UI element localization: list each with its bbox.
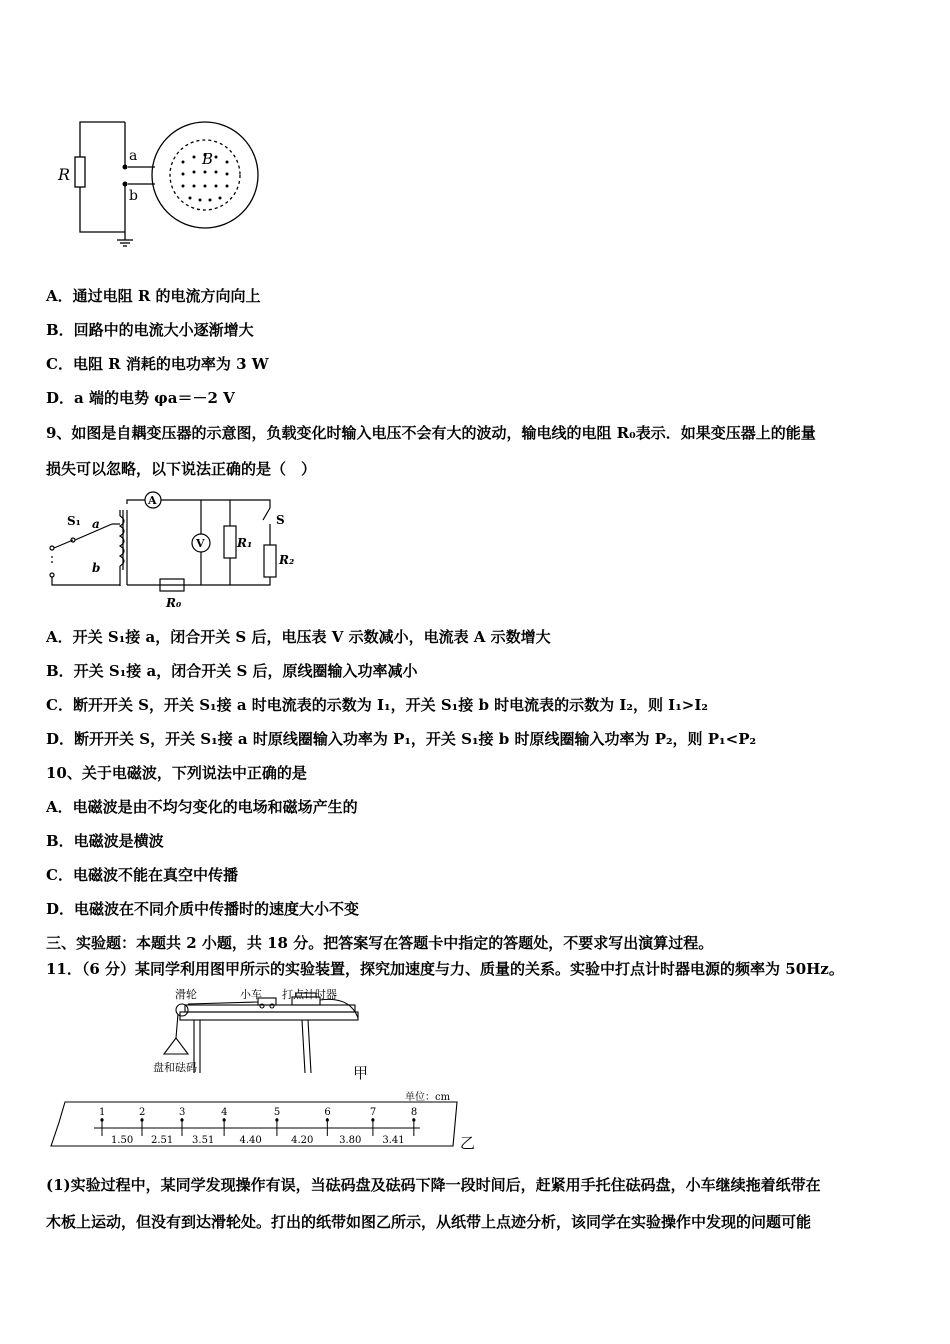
tape-point-label: 7 (369, 1107, 377, 1118)
q8-circuit-figure (50, 112, 270, 247)
q9-label-V: V (196, 537, 205, 550)
q11-caption-jia: 甲 (353, 1064, 369, 1080)
tape-point-dot (180, 1118, 183, 1121)
q10-option-d: D．电磁波在不同介质中传播时的速度大小不变 (46, 900, 360, 918)
q10-option-a: A．电磁波是由不均匀变化的电场和磁场产生的 (46, 798, 358, 816)
q8-option-b: B．回路中的电流大小逐渐增大 (46, 321, 254, 339)
q9-stem-line2: 损失可以忽略，以下说法正确的是（ ） (46, 460, 317, 478)
q9-option-a: A．开关 S₁接 a，闭合开关 S 后，电压表 V 示数减小，电流表 A 示数增大 (46, 628, 551, 646)
q11-tape-unit: 单位：cm (405, 1092, 451, 1103)
q11-paper-tape-figure (45, 1090, 505, 1155)
tape-gap-label: 3.51 (192, 1135, 215, 1146)
q9-label-b: b (92, 561, 101, 575)
q11-label-timer: 打点计时器 (282, 988, 337, 1001)
q8-option-a: A．通过电阻 R 的电流方向向上 (46, 287, 261, 305)
q10-option-c: C．电磁波不能在真空中传播 (46, 866, 238, 884)
q9-label-R1: R₁ (237, 536, 253, 550)
tape-gap-label: 1.50 (111, 1135, 134, 1146)
q9-option-d: D．断开开关 S，开关 S₁接 a 时原线圈输入功率为 P₁，开关 S₁接 b 时原线圈输入功率为 P₂，则 P₁<P₂ (46, 730, 757, 748)
q9-label-S: S (276, 513, 285, 527)
q8-label-b: b (129, 188, 138, 204)
q9-label-A: A (148, 494, 157, 507)
tape-point-dot (275, 1118, 278, 1121)
q11-label-cart: 小车 (240, 988, 262, 1001)
tape-point-dot (371, 1118, 374, 1121)
tape-gap-label: 4.20 (291, 1135, 314, 1146)
tape-point-label: 2 (139, 1107, 146, 1118)
tape-gap-label: 3.41 (382, 1135, 405, 1146)
q11-apparatus-figure (140, 988, 380, 1080)
q11-label-pulley: 滑轮 (175, 988, 197, 1001)
tape-point-label: 6 (324, 1107, 331, 1118)
q8-option-c: C．电阻 R 消耗的电功率为 3 W (46, 355, 269, 373)
q11-tape-marks (94, 1107, 420, 1146)
q8-option-d: D．a 端的电势 φa＝－2 V (46, 389, 235, 407)
q9-stem-line1: 9、如图是自耦变压器的示意图，负载变化时输入电压不会有大的波动，输电线的电阻 R₀表示．如果变压器上的能量 (46, 424, 816, 442)
q9-option-b: B．开关 S₁接 a，闭合开关 S 后，原线圈输入功率减小 (46, 662, 418, 680)
q8-label-a: a (129, 148, 138, 164)
q9-label-a: a (92, 517, 100, 531)
tape-point-label: 3 (179, 1107, 186, 1118)
tape-point-label: 8 (410, 1107, 418, 1118)
tape-point-dot (223, 1118, 226, 1121)
q9-label-R2: R₂ (279, 553, 295, 567)
q9-option-c: C．断开开关 S，开关 S₁接 a 时电流表的示数为 I₁，开关 S₁接 b 时电流表的示数为 I₂，则 I₁>I₂ (46, 696, 708, 714)
tape-gap-label: 4.40 (239, 1135, 262, 1146)
q8-label-B: B (202, 150, 214, 168)
q11-label-pan: 盘和砝码 (153, 1061, 197, 1074)
q8-label-R: R (58, 165, 71, 184)
tape-point-label: 4 (221, 1107, 228, 1118)
section3-heading: 三、实验题：本题共 2 小题，共 18 分。把答案写在答题卡中指定的答题处，不要求写出演算过程。 (46, 934, 714, 952)
tape-gap-label: 3.80 (339, 1135, 362, 1146)
q10-stem: 10、关于电磁波，下列说法中正确的是 (46, 764, 307, 782)
q11-part1-line1: (1)实验过程中，某同学发现操作有误，当砝码盘及砝码下降一段时间后，赶紧用手托住砝码盘，小车继续拖着纸带在 (46, 1176, 821, 1194)
q11-caption-yi: 乙 (460, 1134, 476, 1152)
tape-point-label: 5 (273, 1107, 281, 1118)
q9-label-R0: R₀ (166, 596, 182, 610)
q10-option-b: B．电磁波是横波 (46, 832, 164, 850)
tape-gap-label: 2.51 (151, 1135, 174, 1146)
tape-point-dot (412, 1118, 415, 1121)
tape-point-dot (326, 1118, 329, 1121)
q9-transformer-circuit-figure (40, 490, 300, 615)
q11-part1-line2: 木板上运动，但没有到达滑轮处。打出的纸带如图乙所示，从纸带上点迹分析，该同学在实验操作中发现的问题可能 (46, 1213, 812, 1231)
q9-label-S1: S₁ (67, 514, 81, 528)
tape-point-label: 1 (99, 1107, 106, 1118)
tape-point-dot (100, 1118, 103, 1121)
tape-point-dot (140, 1118, 143, 1121)
q11-stem: 11．（6 分）某同学利用图甲所示的实验装置，探究加速度与力、质量的关系。实验中打点计时器电源的频率为 50Hz。 (46, 960, 844, 978)
